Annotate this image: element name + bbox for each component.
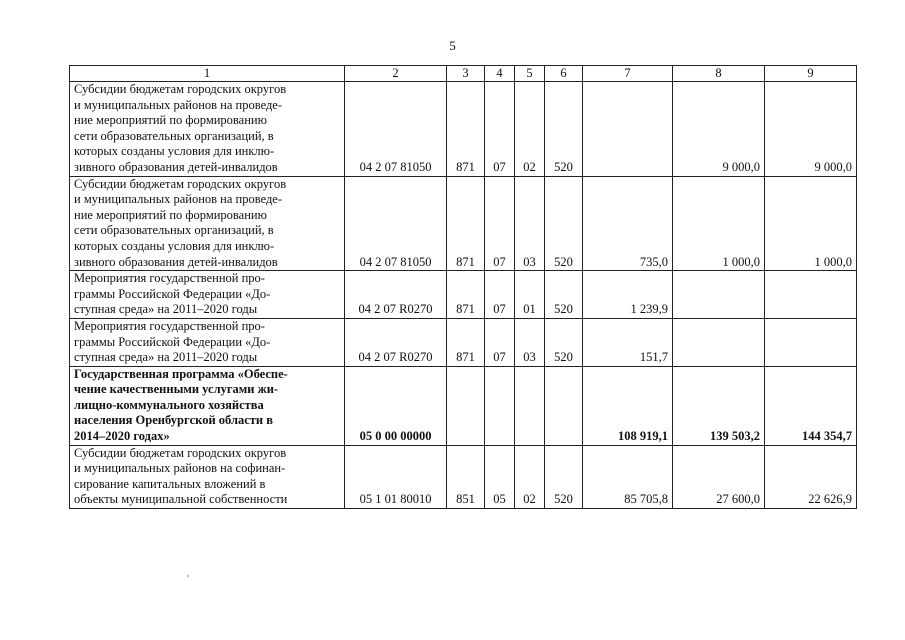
amount-col-8: 1 000,0 — [673, 176, 765, 271]
table-row — [70, 366, 857, 445]
target-article-code: 05 0 00 00000 — [345, 366, 447, 445]
amount-col-9: 22 626,9 — [765, 445, 857, 508]
scan-speck — [187, 575, 189, 577]
target-article-code: 04 2 07 81050 — [345, 82, 447, 177]
table-row — [70, 445, 857, 508]
ministry-code — [447, 366, 485, 445]
column-header-7: 7 — [583, 66, 673, 82]
budget-table — [69, 65, 857, 509]
subsection-code: 03 — [515, 176, 545, 271]
ministry-code: 851 — [447, 445, 485, 508]
table-row — [70, 271, 857, 319]
column-number-row — [70, 66, 857, 82]
section-code: 07 — [485, 271, 515, 319]
column-header-2: 2 — [345, 66, 447, 82]
ministry-code: 871 — [447, 82, 485, 177]
amount-col-9 — [765, 271, 857, 319]
amount-col-7: 85 705,8 — [583, 445, 673, 508]
item-name-text: Мероприятия государственной про- граммы Российской Федерации «До- ступная среда» на 2011–2020 годы — [74, 318, 271, 365]
amount-col-7: 108 919,1 — [583, 366, 673, 445]
section-code: 07 — [485, 82, 515, 177]
subsection-code: 03 — [515, 318, 545, 366]
amount-col-9: 9 000,0 — [765, 82, 857, 177]
amount-col-7 — [583, 82, 673, 177]
page-number: 5 — [449, 38, 456, 53]
ministry-code: 871 — [447, 271, 485, 319]
item-name-text: Государственная программа «Обеспе- чение качественными услугами жи- лищно-коммунального хозяйства населения Оренбургской области в 2014–2020 годах» — [74, 366, 288, 444]
table-row — [70, 82, 857, 177]
subsection-code — [515, 366, 545, 445]
amount-col-7: 151,7 — [583, 318, 673, 366]
item-name — [70, 82, 345, 177]
section-code: 05 — [485, 445, 515, 508]
column-header-8: 8 — [673, 66, 765, 82]
expense-type-code: 520 — [545, 445, 583, 508]
target-article-code: 05 1 01 80010 — [345, 445, 447, 508]
item-name — [70, 176, 345, 271]
expense-type-code: 520 — [545, 271, 583, 319]
item-name-text: Субсидии бюджетам городских округов и муниципальных районов на проведе- ние мероприятий по формированию сети образовательных организаций, в которых созданы условия для инклю- зивного образования детей-инвалидов — [74, 176, 287, 269]
ministry-code: 871 — [447, 176, 485, 271]
table-row — [70, 176, 857, 271]
item-name-text: Субсидии бюджетам городских округов и муниципальных районов на софинан- сирование капитальных вложений в объекты муниципальной собственности — [74, 445, 288, 507]
column-header-4: 4 — [485, 66, 515, 82]
table-row — [70, 318, 857, 366]
amount-col-8 — [673, 318, 765, 366]
expense-type-code: 520 — [545, 82, 583, 177]
target-article-code: 04 2 07 R0270 — [345, 271, 447, 319]
amount-col-8: 9 000,0 — [673, 82, 765, 177]
item-name-text: Мероприятия государственной про- граммы Российской Федерации «До- ступная среда» на 2011–2020 годы — [74, 271, 271, 317]
subsection-code: 02 — [515, 445, 545, 508]
target-article-code: 04 2 07 81050 — [345, 176, 447, 271]
column-header-3: 3 — [447, 66, 485, 82]
item-name — [70, 318, 345, 366]
section-code: 07 — [485, 318, 515, 366]
target-article-code: 04 2 07 R0270 — [345, 318, 447, 366]
subsection-code: 02 — [515, 82, 545, 177]
amount-col-7: 735,0 — [583, 176, 673, 271]
expense-type-code: 520 — [545, 318, 583, 366]
item-name — [70, 271, 345, 319]
subsection-code: 01 — [515, 271, 545, 319]
item-name — [70, 366, 345, 445]
column-header-5: 5 — [515, 66, 545, 82]
amount-col-9: 144 354,7 — [765, 366, 857, 445]
item-name — [70, 445, 345, 508]
amount-col-8: 27 600,0 — [673, 445, 765, 508]
column-header-1: 1 — [70, 66, 345, 82]
column-header-9: 9 — [765, 66, 857, 82]
amount-col-9: 1 000,0 — [765, 176, 857, 271]
item-name-text: Субсидии бюджетам городских округов и муниципальных районов на проведе- ние мероприятий по формированию сети образовательных организаций, в которых созданы условия для инклю- зивного образования детей-инвалидов — [74, 82, 287, 174]
expense-type-code — [545, 366, 583, 445]
amount-col-8: 139 503,2 — [673, 366, 765, 445]
amount-col-7: 1 239,9 — [583, 271, 673, 319]
section-code: 07 — [485, 176, 515, 271]
section-code — [485, 366, 515, 445]
expense-type-code: 520 — [545, 176, 583, 271]
amount-col-9 — [765, 318, 857, 366]
column-header-6: 6 — [545, 66, 583, 82]
amount-col-8 — [673, 271, 765, 319]
ministry-code: 871 — [447, 318, 485, 366]
